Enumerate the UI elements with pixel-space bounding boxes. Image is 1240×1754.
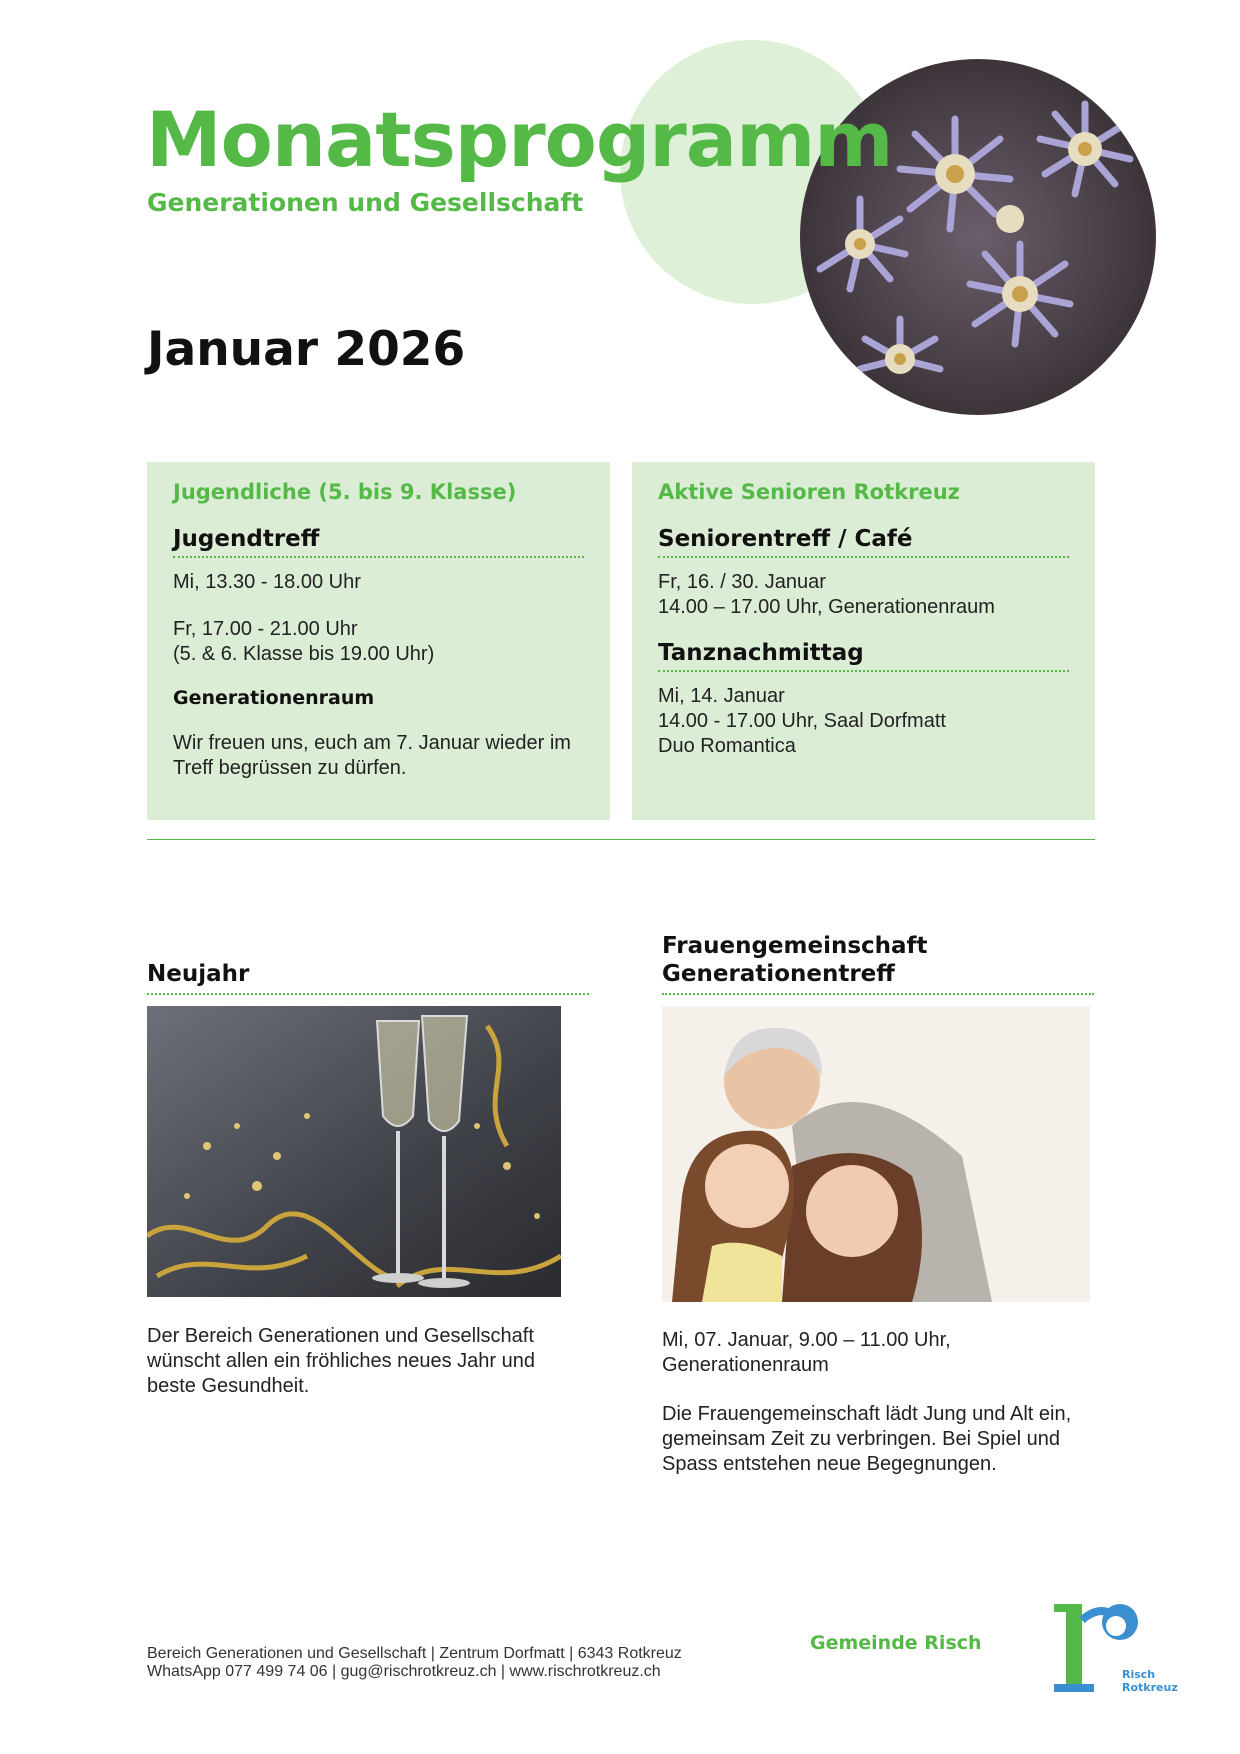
page-subtitle: Generationen und Gesellschaft (147, 188, 584, 217)
seniors-box (632, 462, 1095, 820)
neujahr-title: Neujahr (147, 961, 250, 987)
jugendtreff-time-note: (5. & 6. Klasse bis 19.00 Uhr) (173, 643, 435, 665)
municipality-name: Gemeinde Risch (810, 1632, 982, 1654)
jugendtreff-room: Generationenraum (173, 687, 375, 709)
neujahr-underline (147, 993, 589, 995)
seniorentreff-title: Seniorentreff / Café (658, 526, 1069, 558)
neujahr-text: Der Bereich Generationen und Gesellschaft wünscht allen ein fröhliches neues Jahr und beste Gesundheit. (147, 1325, 536, 1397)
seniorentreff-time: 14.00 – 17.00 Uhr, Generationenraum (658, 596, 995, 618)
frauen-room: Generationenraum (662, 1354, 829, 1376)
frauen-date: Mi, 07. Januar, 9.00 – 11.00 Uhr, (662, 1329, 951, 1351)
champagne-photo (147, 1006, 561, 1297)
seniorentreff-date: Fr, 16. / 30. Januar (658, 571, 826, 593)
youth-box-heading: Jugendliche (5. bis 9. Klasse) (173, 480, 517, 504)
jugendtreff-note: Wir freuen uns, euch am 7. Januar wieder im Treff begrüssen zu dürfen. (173, 732, 571, 779)
jugendtreff-time-2: Fr, 17.00 - 21.00 Uhr (173, 618, 358, 640)
section-divider (147, 839, 1095, 840)
youth-box (147, 462, 610, 820)
month-heading: Januar 2026 (147, 322, 466, 377)
footer-line2: WhatsApp 077 499 74 06 | gug@rischrotkreuz.ch | www.rischrotkreuz.ch (147, 1663, 661, 1680)
generations-photo (662, 1006, 1090, 1302)
seniors-box-heading: Aktive Senioren Rotkreuz (658, 480, 960, 504)
tanznachmittag-band: Duo Romantica (658, 735, 796, 757)
jugendtreff-time-1: Mi, 13.30 - 18.00 Uhr (173, 571, 361, 593)
footer-address (147, 1645, 682, 1681)
tanznachmittag-date: Mi, 14. Januar (658, 685, 785, 707)
frauen-title-line2: Generationentreff (662, 961, 895, 987)
page-title: Monatsprogramm (146, 95, 893, 184)
tanznachmittag-title: Tanznachmittag (658, 640, 1069, 672)
frauen-text: Die Frauengemeinschaft lädt Jung und Alt ein, gemeinsam Zeit zu verbringen. Bei Spiel und Spass entstehen neue Begegnungen. (662, 1403, 1072, 1475)
tanznachmittag-time: 14.00 - 17.00 Uhr, Saal Dorfmatt (658, 710, 946, 732)
logo-text-risch: Risch (1122, 1668, 1156, 1681)
frauen-title-line1: Frauengemeinschaft (662, 933, 928, 959)
frauen-underline (662, 993, 1094, 995)
footer-line1: Bereich Generationen und Gesellschaft | Zentrum Dorfmatt | 6343 Rotkreuz (147, 1645, 682, 1662)
risch-rotkreuz-logo (1050, 1600, 1180, 1700)
logo-text-rotkreuz: Rotkreuz (1122, 1681, 1178, 1694)
jugendtreff-title: Jugendtreff (173, 526, 584, 558)
